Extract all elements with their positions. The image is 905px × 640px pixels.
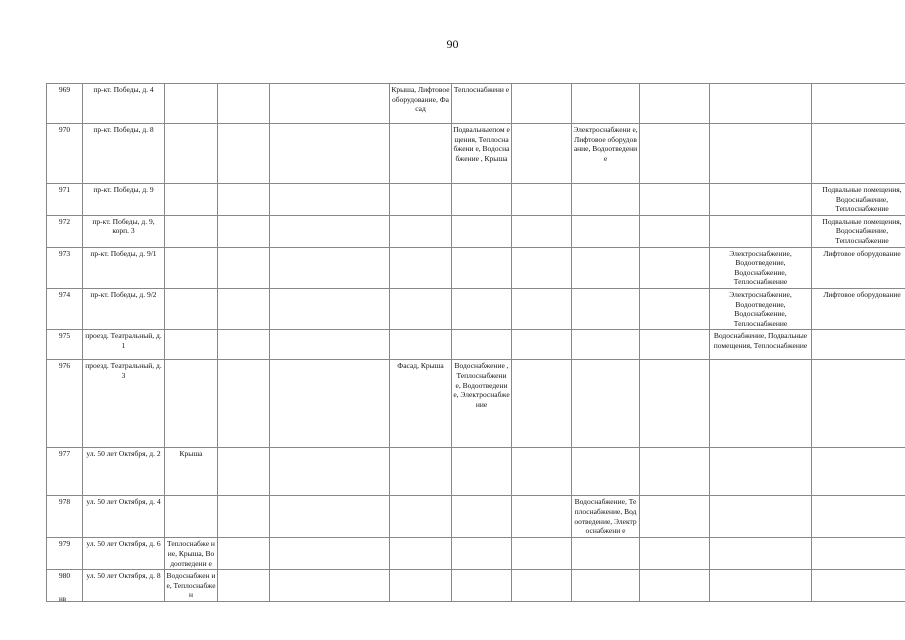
work-cell — [390, 247, 452, 288]
table-row — [47, 330, 905, 360]
work-cell: Подвальные помещения, Водоснабжение, Теплоснабжение — [812, 215, 905, 247]
work-cell — [640, 330, 710, 360]
work-cell — [218, 288, 270, 329]
work-cell — [270, 448, 390, 496]
work-cell — [270, 184, 390, 216]
work-cell — [812, 496, 905, 538]
work-cell — [390, 538, 452, 570]
work-cell — [270, 84, 390, 124]
row-number-cell: 977 — [47, 448, 83, 496]
table-row — [47, 184, 905, 216]
work-cell — [390, 215, 452, 247]
work-cell — [218, 330, 270, 360]
work-cell — [452, 247, 512, 288]
work-cell — [452, 184, 512, 216]
table-row — [47, 448, 905, 496]
work-cell — [640, 124, 710, 184]
work-cell — [165, 360, 218, 448]
work-cell — [572, 448, 640, 496]
address-cell: пр-кт. Победы, д. 8 — [83, 124, 165, 184]
work-cell — [812, 330, 905, 360]
work-cell — [452, 496, 512, 538]
address-cell: пр-кт. Победы, д. 9/1 — [83, 247, 165, 288]
work-cell — [270, 124, 390, 184]
work-cell — [572, 538, 640, 570]
work-cell — [572, 570, 640, 602]
work-cell — [512, 570, 572, 602]
work-cell — [452, 288, 512, 329]
work-cell: Водоснабжение , Теплоснабжени е, Водоотведение, Электроснабже ние — [452, 360, 512, 448]
work-cell: Водоснабжен ие, Теплоснабжен — [165, 570, 218, 602]
work-cell — [218, 496, 270, 538]
work-cell — [270, 570, 390, 602]
work-cell — [572, 360, 640, 448]
work-cell — [218, 184, 270, 216]
work-cell — [165, 184, 218, 216]
work-cell — [572, 330, 640, 360]
work-cell — [165, 247, 218, 288]
work-cell — [812, 538, 905, 570]
work-cell — [218, 215, 270, 247]
table-row — [47, 247, 905, 288]
work-cell — [512, 84, 572, 124]
address-cell: ул. 50 лет Октября, д. 2 — [83, 448, 165, 496]
work-cell — [572, 215, 640, 247]
row-number-cell: 970 — [47, 124, 83, 184]
work-cell — [572, 84, 640, 124]
work-cell — [710, 360, 812, 448]
table-row — [47, 360, 905, 448]
address-cell: пр-кт. Победы, д. 9/2 — [83, 288, 165, 329]
work-cell — [270, 496, 390, 538]
work-cell — [812, 448, 905, 496]
work-cell — [165, 330, 218, 360]
work-cell — [390, 330, 452, 360]
work-cell: Подвальные помещения, Водоснабжение, Теплоснабжение — [812, 184, 905, 216]
work-cell — [710, 84, 812, 124]
work-cell: Теплоснабже ние, Крыша, Водоотведени е — [165, 538, 218, 570]
work-cell — [165, 496, 218, 538]
work-cell — [812, 84, 905, 124]
work-cell — [390, 496, 452, 538]
work-cell — [640, 288, 710, 329]
work-cell — [218, 538, 270, 570]
work-cell — [270, 360, 390, 448]
table-row — [47, 124, 905, 184]
address-cell: пр-кт. Победы, д. 9, корп. 3 — [83, 215, 165, 247]
work-cell — [640, 448, 710, 496]
row-number-cell: 973 — [47, 247, 83, 288]
work-cell — [710, 538, 812, 570]
work-cell — [218, 448, 270, 496]
work-cell — [218, 360, 270, 448]
footer-mark: нв — [59, 595, 67, 603]
work-cell: Водоснабжение, Подвальные помещения, Теплоснабжение — [710, 330, 812, 360]
work-cell — [812, 124, 905, 184]
work-cell — [270, 215, 390, 247]
work-cell — [640, 538, 710, 570]
work-cell — [640, 247, 710, 288]
work-cell — [218, 124, 270, 184]
work-cell — [218, 247, 270, 288]
table-row — [47, 215, 905, 247]
work-cell — [812, 360, 905, 448]
work-cell — [390, 448, 452, 496]
table-row — [47, 570, 905, 602]
work-cell — [512, 538, 572, 570]
work-cell — [165, 215, 218, 247]
work-cell — [710, 448, 812, 496]
work-cell — [512, 247, 572, 288]
row-number-cell: 978 — [47, 496, 83, 538]
address-cell: проезд. Театральный, д. 1 — [83, 330, 165, 360]
table-row — [47, 538, 905, 570]
work-cell — [452, 538, 512, 570]
work-cell — [512, 124, 572, 184]
address-cell: ул. 50 лет Октября, д. 6 — [83, 538, 165, 570]
work-cell — [512, 496, 572, 538]
work-cell — [452, 448, 512, 496]
work-cell: Фасад, Крыша — [390, 360, 452, 448]
work-cell: Электроснабжение, Водоотведение, Водоснабжение, Теплоснабжение — [710, 288, 812, 329]
work-cell: Крыша, Лифтовое оборудование, Фасад — [390, 84, 452, 124]
work-cell — [165, 288, 218, 329]
work-cell — [390, 288, 452, 329]
work-cell — [165, 84, 218, 124]
work-cell — [452, 330, 512, 360]
work-cell — [218, 84, 270, 124]
work-cell — [640, 496, 710, 538]
work-cell — [572, 247, 640, 288]
row-number-cell: 979 — [47, 538, 83, 570]
building-repair-table — [46, 83, 905, 602]
work-cell — [640, 570, 710, 602]
work-cell: Лифтовое оборудование — [812, 288, 905, 329]
work-cell — [512, 215, 572, 247]
work-cell — [270, 288, 390, 329]
address-cell: пр-кт. Победы, д. 4 — [83, 84, 165, 124]
page-number: 90 — [446, 37, 459, 51]
work-cell — [812, 570, 905, 602]
work-cell — [640, 84, 710, 124]
work-cell — [710, 570, 812, 602]
row-number-cell: 971 — [47, 184, 83, 216]
work-cell — [572, 288, 640, 329]
work-cell — [512, 360, 572, 448]
work-cell — [512, 288, 572, 329]
work-cell: Электроснабжени е, Лифтовое оборудование, Водоотведение — [572, 124, 640, 184]
row-number-cell: 975 — [47, 330, 83, 360]
work-cell: Электроснабжение, Водоотведение, Водоснабжение, Теплоснабжение — [710, 247, 812, 288]
table-row — [47, 496, 905, 538]
work-cell — [572, 184, 640, 216]
work-cell — [640, 184, 710, 216]
row-number-cell: 972 — [47, 215, 83, 247]
work-cell — [710, 215, 812, 247]
work-cell — [512, 184, 572, 216]
work-cell — [390, 570, 452, 602]
work-cell — [710, 496, 812, 538]
work-cell — [270, 538, 390, 570]
work-cell — [165, 124, 218, 184]
address-cell: ул. 50 лет Октября, д. 4 — [83, 496, 165, 538]
work-cell — [452, 215, 512, 247]
work-cell — [390, 124, 452, 184]
work-cell — [512, 448, 572, 496]
work-cell — [512, 330, 572, 360]
work-cell — [270, 330, 390, 360]
row-number-cell: 976 — [47, 360, 83, 448]
row-number-cell: 969 — [47, 84, 83, 124]
work-cell — [640, 360, 710, 448]
work-cell: Лифтовое оборудование — [812, 247, 905, 288]
work-cell — [452, 570, 512, 602]
work-cell: Теплоснабжени е — [452, 84, 512, 124]
table-row — [47, 84, 905, 124]
row-number-cell: 980 — [47, 570, 83, 602]
address-cell: пр-кт. Победы, д. 9 — [83, 184, 165, 216]
work-cell — [640, 215, 710, 247]
work-cell: Водоснабжение, Теплоснабжение, Водоотведение, Электроснабжени е — [572, 496, 640, 538]
address-cell: ул. 50 лет Октября, д. 8 — [83, 570, 165, 602]
work-cell: Подвальныепом ещения, Теплоснабжени е, Водоснабжение , Крыша — [452, 124, 512, 184]
work-cell — [710, 184, 812, 216]
work-cell: Крыша — [165, 448, 218, 496]
work-cell — [390, 184, 452, 216]
work-cell — [218, 570, 270, 602]
row-number-cell: 974 — [47, 288, 83, 329]
work-cell — [270, 247, 390, 288]
table-row — [47, 288, 905, 329]
address-cell: проезд. Театральный, д. 3 — [83, 360, 165, 448]
work-cell — [710, 124, 812, 184]
